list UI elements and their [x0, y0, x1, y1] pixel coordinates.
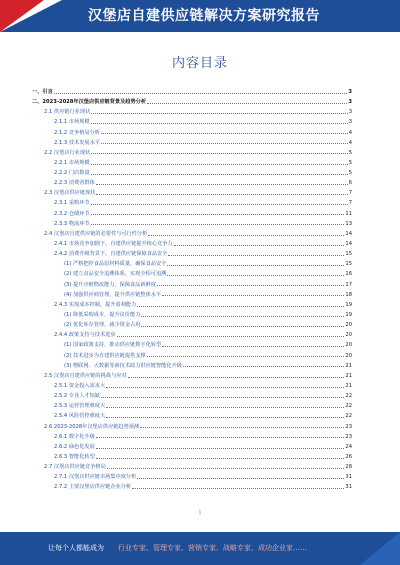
toc-entry[interactable]: [32, 207, 352, 217]
toc-entry-title: 一、引言: [32, 88, 53, 95]
toc-leader-dots: [91, 152, 347, 154]
toc-entry[interactable]: [32, 146, 352, 156]
toc-entry[interactable]: [32, 126, 352, 136]
toc-entry[interactable]: [32, 440, 352, 450]
toc-entry-page: 21: [345, 372, 352, 379]
toc-entry-page: 17: [345, 281, 352, 288]
toc-entry-title: 2.5 汉堡店自建供应链的挑战与应对: [44, 372, 127, 379]
toc-entry-page: 7: [348, 190, 352, 197]
toc-entry-title: (1) 国家政策支持，推动供应链数字化转型: [64, 342, 162, 349]
toc-entry[interactable]: [32, 399, 352, 409]
toc-leader-dots: [148, 234, 344, 236]
toc-leader-dots: [106, 386, 344, 388]
toc-entry-title: (2) 建立食品安全追溯体系，实现全程可追溯: [64, 271, 167, 278]
toc-entry-title: 2.1.1 市场规模: [54, 119, 90, 126]
toc-entry[interactable]: [32, 450, 352, 460]
toc-entry-page: 21: [345, 362, 352, 369]
toc-leader-dots: [168, 254, 344, 256]
toc-entry-page: 3: [348, 88, 352, 95]
toc-entry-page: 5: [348, 170, 352, 177]
toc-entry[interactable]: [32, 480, 352, 490]
toc-entry-page: 21: [345, 383, 352, 390]
toc-entry-page: 5: [348, 159, 352, 166]
toc-entry-page: 20: [345, 322, 352, 329]
toc-leader-dots: [157, 284, 344, 286]
toc-entry-page: 19: [345, 312, 352, 319]
toc-entry[interactable]: [32, 237, 352, 247]
toc-entry-title: (1) 降低采购成本，提升议价能力: [64, 312, 141, 319]
toc-entry-page: 22: [345, 393, 352, 400]
toc-entry-page: 20: [345, 352, 352, 359]
toc-entry-page: 3: [348, 119, 352, 126]
toc-entry-page: 22: [345, 403, 352, 410]
toc-entry-page: 11: [345, 210, 352, 217]
toc-entry[interactable]: [32, 115, 352, 125]
toc-entry[interactable]: [32, 176, 352, 186]
toc-entry[interactable]: [32, 420, 352, 430]
toc-entry[interactable]: [32, 247, 352, 257]
toc-entry-page: 6: [348, 180, 352, 187]
toc-leader-dots: [106, 406, 344, 408]
toc-entry-page: 20: [345, 342, 352, 349]
toc-entry[interactable]: [32, 339, 352, 349]
toc-entry[interactable]: [32, 105, 352, 115]
toc-entry-title: (4) 加强供应商管理，提升供应链整体水平: [64, 291, 162, 298]
toc-entry-title: 2.5.4 风险管控难度大: [54, 413, 106, 420]
toc-entry-title: 2.2.3 消费者群体: [54, 180, 95, 187]
toc-leader-dots: [167, 264, 344, 266]
header-red-triangle: [0, 0, 44, 32]
toc-entry[interactable]: [32, 369, 352, 379]
toc-entry-title: 2.7 汉堡店供应链竞争格局: [44, 464, 106, 471]
toc-entry-page: 7: [348, 200, 352, 207]
toc-entry-page: 13: [345, 220, 352, 227]
toc-entry[interactable]: [32, 410, 352, 420]
toc-entry[interactable]: [32, 197, 352, 207]
toc-leader-dots: [91, 223, 345, 225]
toc-leader-dots: [106, 416, 344, 418]
toc-entry-page: 15: [345, 251, 352, 258]
toc-entry-title: 2.3 汉堡店供应链现状: [44, 190, 96, 197]
footer-decoration: [360, 532, 400, 565]
toc-entry-title: 2.2 汉堡店行业现状: [44, 149, 91, 156]
toc-leader-dots: [117, 335, 345, 337]
toc-entry-title: 2.4.2 消费升级背景下，自建供应链保障食品安全: [54, 251, 168, 258]
footer-slogan: 让每个人都能成为: [48, 544, 104, 552]
toc-entry-title: 2.6.2 绿色化发展: [54, 443, 95, 450]
toc-entry-title: 2.6.3 智能化转型: [54, 454, 95, 460]
toc-leader-dots: [91, 122, 348, 124]
toc-leader-dots: [101, 142, 348, 144]
toc-entry-page: 16: [345, 271, 352, 278]
toc-leader-dots: [91, 213, 345, 215]
toc-entry[interactable]: [32, 298, 352, 308]
toc-entry-title: 2.3.3 物流环节: [54, 220, 90, 227]
report-header: [0, 0, 400, 32]
toc-leader-dots: [174, 244, 345, 246]
toc-entry-page: 26: [345, 454, 352, 460]
toc-leader-dots: [128, 376, 345, 378]
toc-entry-page: 3: [348, 99, 352, 106]
toc-entry[interactable]: [32, 186, 352, 196]
toc-entry[interactable]: [32, 227, 352, 237]
toc-entry[interactable]: [32, 257, 352, 267]
toc-leader-dots: [91, 163, 348, 165]
toc-entry[interactable]: [32, 278, 352, 288]
toc-entry[interactable]: [32, 349, 352, 359]
toc-entry-page: 4: [348, 139, 352, 146]
toc-entry-title: 2.2.1 市场规模: [54, 159, 90, 166]
toc-entry-title: (1) 严格把控食品原材料质量，确保食品安全: [64, 261, 167, 268]
toc-entry[interactable]: [32, 268, 352, 278]
toc-entry-page: 15: [345, 261, 352, 268]
toc-entry-title: 2.4.1 市场竞争加剧下，自建供应链提升核心竞争力: [54, 241, 173, 248]
toc-leader-dots: [141, 315, 344, 317]
toc-entry-page: 31: [345, 474, 352, 481]
toc-leader-dots: [137, 305, 344, 307]
toc-entry-page: 4: [348, 129, 352, 136]
toc-entry-title: 2.5.1 资金投入需求大: [54, 383, 106, 390]
toc-leader-dots: [132, 487, 344, 489]
toc-leader-dots: [147, 102, 347, 104]
toc-leader-dots: [167, 274, 344, 276]
toc-entry-title: 2.2.2 门店数量: [54, 170, 90, 177]
toc-entry-page: 24: [345, 443, 352, 450]
toc-entry-page: 14: [345, 241, 352, 248]
toc-entry-title: 2.4 汉堡店自建供应链的必要性与可行性分析: [44, 230, 148, 237]
toc-entry[interactable]: [32, 217, 352, 227]
toc-entry[interactable]: [32, 359, 352, 369]
toc-entry[interactable]: [32, 308, 352, 318]
toc-entry-page: 19: [345, 301, 352, 308]
toc-entry[interactable]: [32, 85, 352, 95]
page-number: 1: [198, 510, 202, 516]
toc-entry-page: 5: [348, 149, 352, 156]
toc-entry[interactable]: [32, 460, 352, 470]
toc-leader-dots: [91, 173, 348, 175]
toc-leader-dots: [96, 193, 347, 195]
footer-slogan-highlight: 行业专家、管理专家、营销专家、战略专家、成功企业家……: [118, 544, 307, 552]
toc-entry[interactable]: [32, 318, 352, 328]
toc-entry-page: 22: [345, 413, 352, 420]
toc-leader-dots: [91, 203, 348, 205]
toc-entry-page: 31: [345, 484, 352, 491]
toc-entry-title: 2.7.2 主要汉堡店供应链企业分析: [54, 484, 132, 491]
toc-entry-title: 2.5.3 运营管理难度大: [54, 403, 106, 410]
toc-leader-dots: [141, 325, 344, 327]
toc-entry-page: 23: [345, 433, 352, 440]
toc-entry-title: 2.5.2 专业人才短缺: [54, 393, 100, 400]
toc-entry[interactable]: [32, 156, 352, 166]
toc-entry[interactable]: [32, 166, 352, 176]
toc-entry-title: 二、2023-2028年汉堡店供应链背景及趋势分析: [32, 99, 147, 106]
toc-entry-page: 14: [345, 230, 352, 237]
toc-entry-page: 20: [345, 332, 352, 339]
toc-leader-dots: [96, 436, 345, 438]
toc-entry[interactable]: [32, 328, 352, 338]
report-footer: [0, 532, 400, 565]
toc-leader-dots: [140, 426, 344, 428]
toc-leader-dots: [137, 477, 344, 479]
toc-entry-title: 2.6 2023-2028年汉堡店供应链趋势预测: [44, 423, 140, 430]
toc-entry[interactable]: [32, 430, 352, 440]
toc-entry-title: (3) 提升冷链物流能力，保障食品新鲜度: [64, 281, 156, 288]
toc-leader-dots: [101, 132, 348, 134]
toc-entry-title: 2.1.2 竞争格局分析: [54, 129, 100, 136]
toc-entry-page: 28: [345, 464, 352, 471]
toc-entry[interactable]: [32, 389, 352, 399]
toc-leader-dots: [162, 345, 344, 347]
toc-leader-dots: [183, 365, 344, 367]
toc-entry[interactable]: [32, 136, 352, 146]
toc-entry[interactable]: [32, 379, 352, 389]
toc-leader-dots: [96, 183, 348, 185]
toc-leader-dots: [96, 457, 345, 459]
toc-heading: 内容目录: [171, 56, 228, 71]
toc-entry-title: (2) 优化库存管理，减少资金占用: [64, 322, 141, 329]
toc-entry-title: 2.7.1 汉堡店供应链市场集中度分析: [54, 474, 137, 481]
toc-entry-title: 2.1 供应链行业现状: [44, 109, 91, 116]
toc-entry-page: 18: [345, 291, 352, 298]
toc-entry-title: 2.3.1 采购环节: [54, 200, 90, 207]
toc-entry-page: 3: [348, 109, 352, 116]
toc-entry[interactable]: [32, 288, 352, 298]
toc-leader-dots: [91, 112, 347, 114]
toc-leader-dots: [54, 92, 348, 94]
report-title: 汉堡店自建供应链解决方案研究报告: [88, 8, 320, 24]
toc-entry-title: 2.4.3 实现成本控制，提升盈利能力: [54, 301, 137, 308]
toc-leader-dots: [107, 467, 345, 469]
toc-entry-title: 2.3.2 仓储环节: [54, 210, 90, 217]
toc-entry-title: (3) 物联网、大数据等新技术助力供应链智能化升级: [64, 362, 182, 369]
toc-leader-dots: [101, 396, 344, 398]
table-of-contents: [32, 85, 352, 491]
toc-leader-dots: [96, 447, 345, 449]
toc-entry[interactable]: [32, 470, 352, 480]
toc-entry-page: 23: [345, 423, 352, 430]
toc-leader-dots: [147, 355, 345, 357]
toc-leader-dots: [162, 294, 344, 296]
toc-entry-title: (2) 技术进步为自建供应链提供支撑: [64, 352, 146, 359]
toc-entry-title: 2.4.4 政策支持与技术进步: [54, 332, 116, 339]
toc-entry-title: 2.6.1 数字化升级: [54, 433, 95, 440]
toc-entry[interactable]: [32, 95, 352, 105]
toc-entry-title: 2.1.3 技术发展水平: [54, 139, 100, 146]
